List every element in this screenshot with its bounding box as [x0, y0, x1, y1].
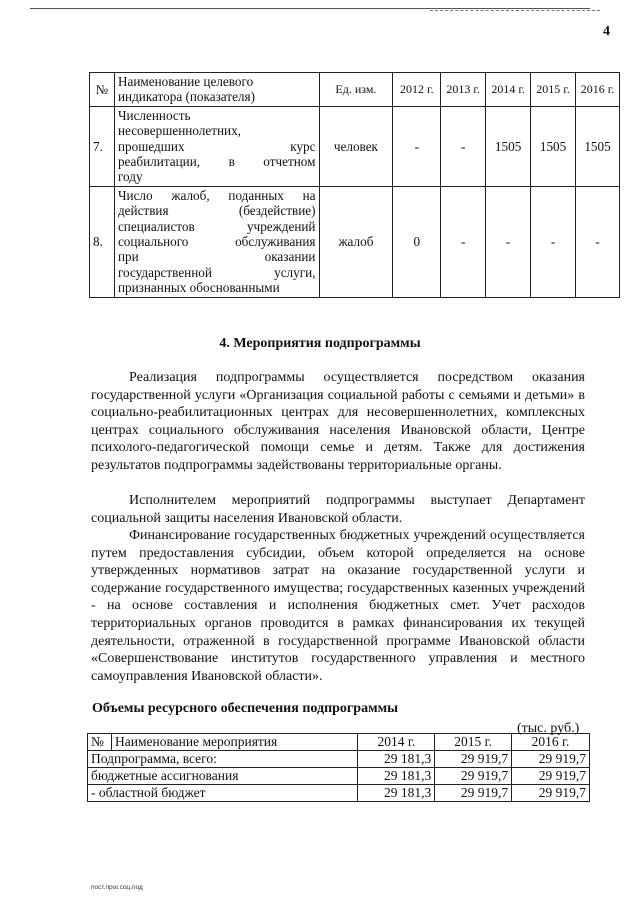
table-header-row	[90, 73, 620, 107]
units-label: (тыс. руб.)	[517, 721, 580, 736]
col-header-name: Наименование целевого индикатора (показателя)	[114, 73, 319, 107]
row-name	[114, 106, 319, 186]
paragraph-implementation: Реализация подпрограммы осуществляется посредством оказания государственной услуги «Организация социальной работы с семьями и детьми» в социально-реабилитационных центрах для несовершеннолетних, комплексных центрах социального обслуживания населения Ивановской области, Центре психолого-педагогической помощи семье и детям. Также для достижения результатов подпрограммы задействованы территориальные органы.	[91, 370, 585, 473]
name-line: при оказании	[117, 249, 316, 265]
scan-top-rule-dashed	[430, 10, 600, 11]
table-row	[88, 785, 590, 802]
scan-top-rule	[30, 8, 590, 9]
row-2015: 29 919,7	[435, 751, 512, 768]
row-label: Подпрограмма, всего:	[88, 751, 358, 768]
name-line: признанных обоснованными	[117, 280, 280, 296]
row-2016: 29 919,7	[512, 751, 590, 768]
row-2014: 1505	[486, 106, 531, 186]
row-2013: -	[441, 186, 486, 297]
page-mark: 4	[603, 24, 610, 39]
name-line: социального обслуживания	[117, 234, 316, 250]
name-line: году	[117, 169, 143, 185]
row-2015: -	[531, 186, 576, 297]
paragraph-financing: Финансирование государственных бюджетных учреждений осуществляется путем предоставления субсидии, объем которой определяется на основе утвержденных нормативов затрат на оказание государственной услуги и содержание государственного имущества; государственных казенных учреждений - на основе составления и исполнения бюджетных смет. Учет расходов территориальных органов проводится в рамках финансирования их текущей деятельности, отраженной в государственной программе Ивановской области «Совершенствование институтов государственного управления и местного самоуправления Ивановской области».	[91, 528, 585, 684]
name-line: Численность	[117, 107, 191, 123]
row-num: 7.	[90, 106, 115, 186]
col-header-2015: 2015 г.	[435, 734, 512, 751]
col-header-2016: 2016 г.	[512, 734, 590, 751]
col-header-activity: Наименование мероприятия	[111, 734, 357, 751]
row-num: 8.	[90, 186, 115, 297]
row-2014: -	[486, 186, 531, 297]
row-2016: -	[576, 186, 620, 297]
row-label: - областной бюджет	[88, 785, 358, 802]
row-2013: -	[441, 106, 486, 186]
table-row	[90, 186, 620, 297]
row-2014: 29 181,3	[358, 785, 435, 802]
row-2015: 1505	[531, 106, 576, 186]
name-line: несовершеннолетних,	[117, 123, 241, 139]
col-header-2014: 2014 г.	[358, 734, 435, 751]
table-row	[90, 106, 620, 186]
row-2012: 0	[393, 186, 441, 297]
table-row	[88, 751, 590, 768]
col-header-2013: 2013 г.	[441, 73, 486, 107]
col-header-2014: 2014 г.	[486, 73, 531, 107]
col-header-num: №	[90, 73, 115, 107]
footer-filename: пост.прог.соц.под	[91, 884, 143, 891]
col-header-2012: 2012 г.	[393, 73, 441, 107]
name-line: прошедших курс	[117, 138, 316, 154]
row-label: бюджетные ассигнования	[88, 768, 358, 785]
name-line: действия (бездействие)	[117, 203, 316, 219]
section-title: 4. Мероприятия подпрограммы	[219, 336, 421, 351]
table-header-row	[88, 734, 590, 751]
row-2016: 29 919,7	[512, 768, 590, 785]
col-header-unit: Ед. изм.	[319, 73, 393, 107]
row-2016: 1505	[576, 106, 620, 186]
volumes-title: Объемы ресурсного обеспечения подпрограммы	[92, 701, 399, 716]
col-header-2015: 2015 г.	[531, 73, 576, 107]
row-2014: 29 181,3	[358, 751, 435, 768]
row-name	[114, 186, 319, 297]
name-line: Число жалоб, поданных на	[117, 187, 316, 203]
indicators-table	[89, 72, 620, 298]
name-line: специалистов учреждений	[117, 218, 316, 234]
col-header-2016: 2016 г.	[576, 73, 620, 107]
row-2014: 29 181,3	[358, 768, 435, 785]
paragraph-executor: Исполнителем мероприятий подпрограммы выступает Департамент социальной защиты населения Ивановской области.	[91, 493, 585, 526]
row-unit: жалоб	[319, 186, 393, 297]
row-2016: 29 919,7	[512, 785, 590, 802]
row-2015: 29 919,7	[435, 785, 512, 802]
name-line: реабилитации, в отчетном	[117, 154, 316, 170]
row-2015: 29 919,7	[435, 768, 512, 785]
row-unit: человек	[319, 106, 393, 186]
resources-table	[87, 733, 590, 802]
table-row	[88, 768, 590, 785]
col-header-num: №	[88, 734, 112, 751]
name-line: государственной услуги,	[117, 264, 316, 280]
row-2012: -	[393, 106, 441, 186]
